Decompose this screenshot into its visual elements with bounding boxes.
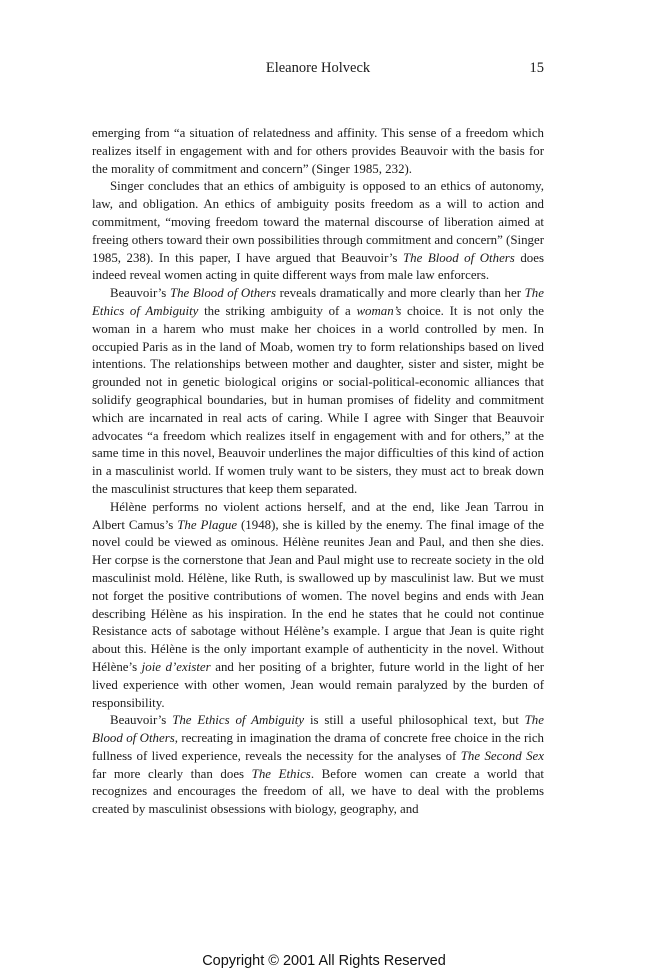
- running-head-author: Eleanore Holveck: [265, 60, 371, 76]
- paragraph-1: emerging from “a situation of relatedness and affinity. This sense of a freedom which realizes itself in engagement with and for others provides Beauvoir with the basis for the morality of commitment and concern” (Singer 1985, 232).: [92, 126, 544, 176]
- book-title: The Blood of Others: [169, 286, 277, 301]
- book-title: The Ethics of Ambiguity: [172, 713, 305, 728]
- paragraph-4: Hélène performs no violent actions herself, and at the end, like Jean Tarrou in Albert Camus’s The Plague (1948), she is killed by the enemy. The final image of the novel could be viewed as ominous. Hélène reunites Jean and Paul, and then she dies. Her corpse is the cornerstone that Jean and Paul might use to recreate society in the old masculinist mold. Hélène, like Ruth, is swallowed up by masculinist law. But we must not forget the positive contributions of women. The novel begins and ends with Jean describing Hélène as his inspiration. In the end he states that he could not continue Resistance acts of sabotage without Hélène’s example. I argue that Jean is quite right about this. Hélène is the only important example of authenticity in the novel. Without Hélène’s joie d’exister and her positing of a brighter, future world in the light of her lived experience with other women, Jean would remain paralyzed by the burden of responsibility.: [92, 499, 544, 710]
- book-title: The Blood of Others: [402, 250, 515, 265]
- book-title: The Plague: [177, 517, 238, 532]
- page-number: 15: [529, 60, 544, 76]
- book-title: The Ethics of Ambiguity: [92, 286, 544, 318]
- book-title: The Ethics: [251, 766, 311, 781]
- paragraph-3: Beauvoir’s The Blood of Others reveals dramatically and more clearly than her The Ethics of Ambiguity the striking ambiguity of a woman’s choice. It is not only the woman in a harem who must make her choices in a world controlled by men. In occupied Paris as in the land of Moab, women try to form relationships based on lived intentions. The relationships between mother and daughter, sister and sister, might be grounded not in genetic biological origins or social-political-economic alliances that solidify geographical boundaries, but in human promises of fidelity and commitment which are incarnated in real acts of caring. While I agree with Singer that Beauvoir advocates “a freedom which realizes itself in engagement with and for others,” at the same time in this novel, Beauvoir underlines the major difficulties of this kind of action in a masculinist world. If women truly want to be sisters, they must act to break down the masculinist structures that keep them separated.: [92, 286, 544, 496]
- book-title: The Second Sex: [460, 748, 544, 763]
- body-text: [92, 125, 544, 819]
- emphasis: joie d’exister: [141, 659, 211, 674]
- emphasis: woman’s: [356, 303, 402, 318]
- paragraph-2: Singer concludes that an ethics of ambiguity is opposed to an ethics of autonomy, law, and obligation. An ethics of ambiguity posits freedom as a will to action and commitment, “moving freedom toward the maternal discourse of liberation aimed at freeing others toward their own possibilities through commitment and concern” (Singer 1985, 238). In this paper, I have argued that Beauvoir’s The Blood of Others does indeed reveal women acting in quite different ways from male law enforcers.: [92, 179, 544, 283]
- paragraph-5: Beauvoir’s The Ethics of Ambiguity is still a useful philosophical text, but The Blood of Others, recreating in imagination the drama of concrete free choice in the rich fullness of lived experience, reveals the necessity for the analyses of The Second Sex far more clearly than does The Ethics. Before women can create a world that recognizes and encourages the freedom of all, we have to deal with the problems created by masculinist obsessions with biology, geography, and: [92, 713, 545, 817]
- running-head: [92, 60, 544, 82]
- copyright-footer: Copyright © 2001 All Rights Reserved: [202, 953, 446, 969]
- book-title: The Blood of Others: [92, 713, 544, 746]
